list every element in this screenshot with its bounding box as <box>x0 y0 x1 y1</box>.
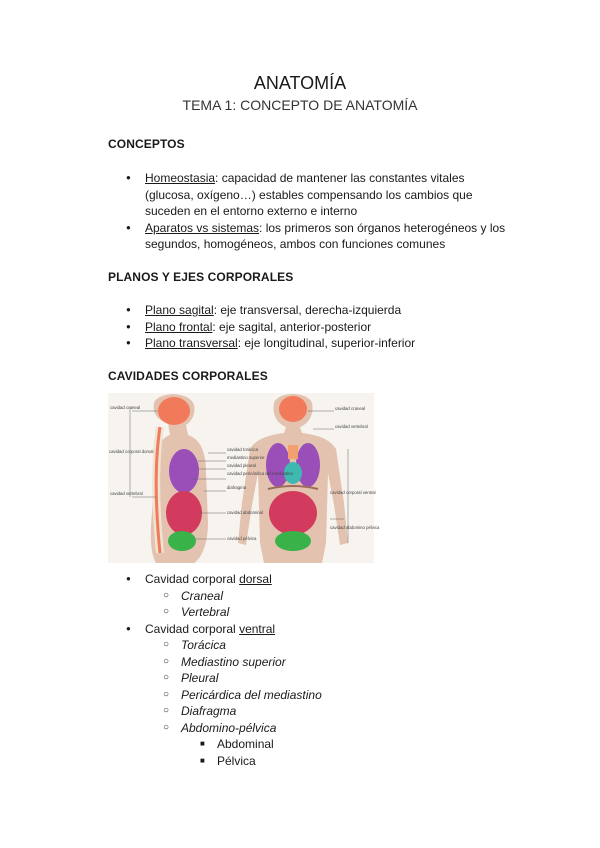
list-item <box>108 319 508 336</box>
front-mediastinum <box>288 445 298 459</box>
list-item: ○ Craneal <box>108 588 528 605</box>
front-abdominal-cavity <box>269 491 317 535</box>
list-item <box>108 302 508 319</box>
side-pelvic-cavity <box>168 531 196 551</box>
cavidades-list <box>108 571 528 769</box>
label-mediastino: mediastino superior <box>227 455 265 460</box>
section-heading-cavidades: CAVIDADES CORPORALES <box>108 369 268 383</box>
label-pelvica: cavidad pélvica <box>227 536 257 541</box>
side-abdominal-cavity <box>166 491 202 535</box>
label-right-abdominopelvica: cavidad abdomino pélvica <box>330 525 380 530</box>
definition-text: : los primeros son órganos heterogéneos y los segundos, homogéneos, ambos con funciones comunes <box>145 220 506 251</box>
document-title: ANATOMÍA <box>253 73 347 93</box>
list-item: ○ Torácica <box>108 637 528 654</box>
item-prefix: Cavidad corporal <box>145 621 240 636</box>
side-thoracic-cavity <box>169 449 199 493</box>
body-cavities-figure <box>108 393 380 563</box>
list-item-ventral <box>108 621 528 638</box>
label-toracica: cavidad torácica <box>227 447 259 452</box>
label-diafragma: diafragma <box>227 485 247 490</box>
section-heading-planos: PLANOS Y EJES CORPORALES <box>108 270 294 284</box>
list-item: ○ Abdomino-pélvica <box>108 720 528 737</box>
list-item: ○ Pleural <box>108 670 528 687</box>
list-item <box>108 220 508 253</box>
list-item: ○ Pericárdica del mediastino <box>108 687 528 704</box>
term-plano-sagital: Plano sagital <box>145 303 214 317</box>
label-right-vertebral: cavidad vertebral <box>335 424 368 429</box>
definition-text: : eje transversal, derecha-izquierda <box>213 303 402 317</box>
label-pleural: cavidad pleural <box>227 463 256 468</box>
label-abdominal: cavidad abdominal <box>227 510 263 515</box>
term-ventral: ventral <box>239 621 276 636</box>
list-item: ○ Mediastino superior <box>108 654 528 671</box>
list-item: ○ Diafragma <box>108 703 528 720</box>
definition-text: : eje longitudinal, superior-inferior <box>237 336 416 350</box>
item-prefix: Cavidad corporal <box>145 572 240 586</box>
definition-text: : eje sagital, anterior-posterior <box>212 319 372 334</box>
document-subtitle: TEMA 1: CONCEPTO DE ANATOMÍA <box>182 97 418 113</box>
label-left-craneal: cavidad craneal <box>110 405 141 410</box>
label-left-vertebral: cavidad vertebral <box>110 491 143 496</box>
term-plano-transversal: Plano transversal <box>145 336 238 350</box>
conceptos-list <box>108 170 508 253</box>
label-pericardica: cavidad pericárdica del mediastino <box>227 471 293 476</box>
list-item <box>108 335 508 352</box>
planos-list <box>108 302 508 352</box>
term-homeostasia: Homeostasia <box>145 171 216 185</box>
list-item-dorsal <box>108 571 528 588</box>
section-heading-conceptos: CONCEPTOS <box>108 137 185 151</box>
list-item <box>108 170 508 220</box>
side-cranial-cavity <box>158 397 190 425</box>
list-item: ○ Vertebral <box>108 604 528 621</box>
term-plano-frontal: Plano frontal <box>145 319 213 334</box>
label-left-dorsal: cavidad corporal dorsal <box>109 449 154 454</box>
label-right-craneal: cavidad craneal <box>335 406 366 411</box>
front-cranial-cavity <box>279 396 307 422</box>
label-right-ventral: cavidad corporal ventral <box>330 490 376 495</box>
term-aparatos-vs-sistemas: Aparatos vs sistemas <box>145 220 260 235</box>
front-pelvic-cavity <box>275 531 311 551</box>
definition-text: : capacidad de mantener las constantes vitales (glucosa, oxígeno…) estables compensando los cambios que suceden en el entorno externo e interno <box>145 171 473 218</box>
list-item: ■ Abdominal <box>108 736 528 753</box>
term-dorsal: dorsal <box>239 572 272 586</box>
list-item: ■ Pélvica <box>108 753 528 770</box>
